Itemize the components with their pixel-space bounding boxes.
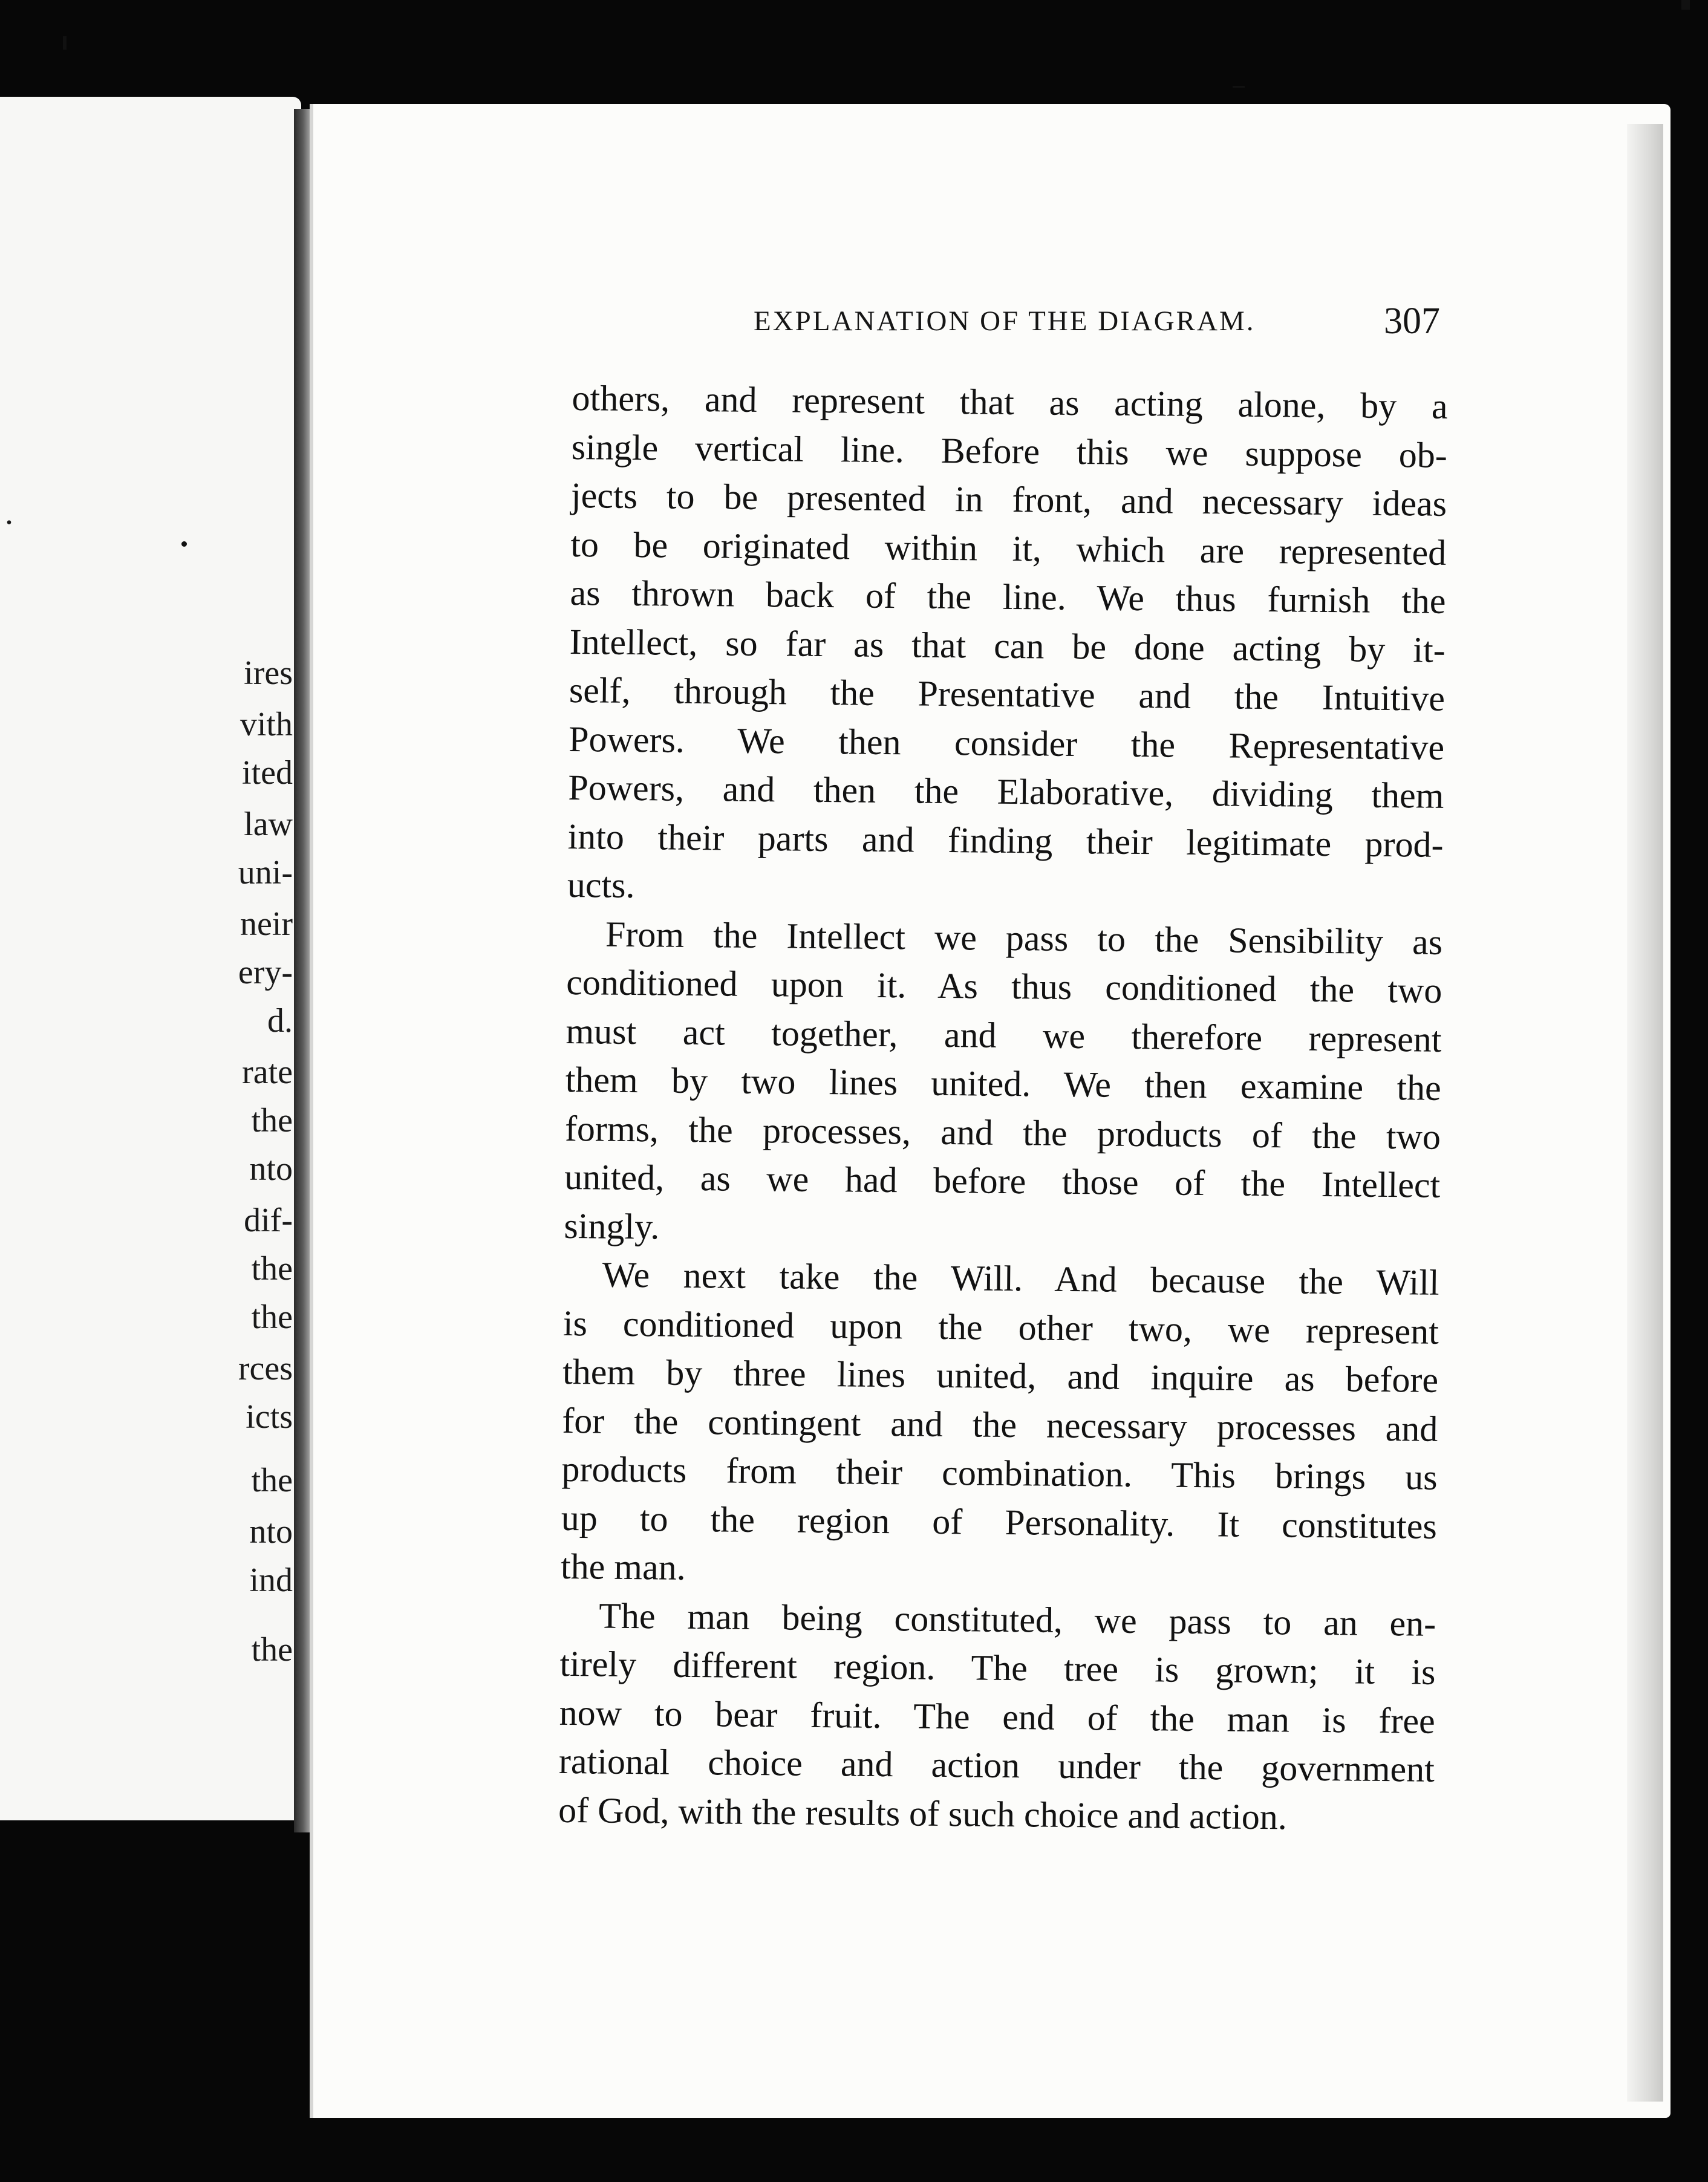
text-line: conditioned upon it. As thus conditioned the two [566,962,1442,1011]
facing-page-fragment: uni- [238,854,293,891]
text-line: united, as we had before those of the Intellect [564,1156,1441,1205]
page-edge-shadow [1627,124,1663,2102]
paragraph [558,1591,1436,1842]
text-line: From the Intellect we pass to the Sensibility as [605,914,1443,962]
facing-page-fragment: nto [249,1513,293,1551]
text-line: The man being constituted, we pass to an en- [598,1595,1436,1644]
facing-page-fragment: ery- [238,954,293,991]
text-line: products from their combination. This brings us [561,1448,1438,1497]
facing-page-fragment: neir [240,905,293,943]
facing-page-fragment: vith [240,706,293,743]
running-head: EXPLANATION OF THE DIAGRAM. [754,305,1256,337]
facing-page-fragment: the [251,1250,293,1288]
paragraph [567,374,1447,917]
text-line: jects to be presented in front, and necessary ideas [570,475,1447,524]
text-line: must act together, and we therefore represent [566,1011,1442,1060]
text-line: into their parts and finding their legitimate prod- [567,816,1444,865]
facing-page-mark [181,541,187,547]
scan-speck [1233,86,1245,88]
text-line: self, through the Presentative and the Intuitive [569,669,1446,718]
facing-page-fragment: the [251,1298,293,1336]
text-line: now to bear fruit. The end of the man is free [559,1692,1436,1741]
text-line: is conditioned upon the other two, we represent [562,1303,1439,1352]
facing-page-fragment: the [251,1102,293,1139]
facing-page-fragment: rces [238,1350,293,1387]
facing-page-fragment: d. [267,1002,293,1040]
text-line: Powers. We then consider the Representative [568,718,1445,767]
facing-page [0,97,301,1820]
facing-page-fragment: dif- [244,1202,293,1239]
text-line: them by three lines united, and inquire as before [562,1351,1439,1400]
paragraph [564,909,1442,1258]
text-line: We next take the Will. And because the Will [602,1254,1439,1303]
facing-page-fragment: ires [244,654,293,692]
text-line: ucts. [567,864,635,906]
text-line: rational choice and action under the government [558,1741,1435,1790]
text-line: single vertical line. Before this we suppose ob- [571,426,1448,475]
text-line: of God, with the results of such choice and action. [558,1790,1288,1837]
text-line: forms, the processes, and the products of the two [564,1108,1441,1157]
facing-page-fragment: icts [246,1398,293,1436]
text-line: as thrown back of the line. We thus furnish the [570,572,1446,621]
facing-page-fragment: ited [242,754,293,792]
text-line: tirely different region. The tree is grown; it is [559,1643,1436,1692]
page-number: 307 [1384,301,1440,342]
facing-page-fragment: . [5,494,13,532]
facing-page-fragment: law [244,806,293,843]
body-text [558,374,1448,1843]
text-line: Powers, and then the Elaborative, dividing them [568,767,1444,816]
scan-speck [63,36,67,50]
facing-page-fragment: rate [242,1054,293,1091]
text-line: the man. [560,1546,686,1588]
text-line: to be originated within it, which are represented [570,524,1447,573]
facing-page-fragment: the [251,1462,293,1499]
paragraph [561,1250,1439,1599]
text-line: up to the region of Personality. It constitutes [561,1497,1438,1546]
facing-page-fragment: nto [249,1150,293,1188]
text-line: Intellect, so far as that can be done acting by it- [569,621,1446,670]
text-line: others, and represent that as acting alone, by a [572,377,1448,426]
facing-page-fragment: the [251,1631,293,1669]
text-line: for the contingent and the necessary processes and [562,1400,1438,1449]
scan-speck [1681,0,1690,10]
text-line: them by two lines united. We then examine the [565,1059,1442,1108]
text-line: singly. [564,1205,660,1246]
facing-page-fragment: ind [249,1562,293,1599]
